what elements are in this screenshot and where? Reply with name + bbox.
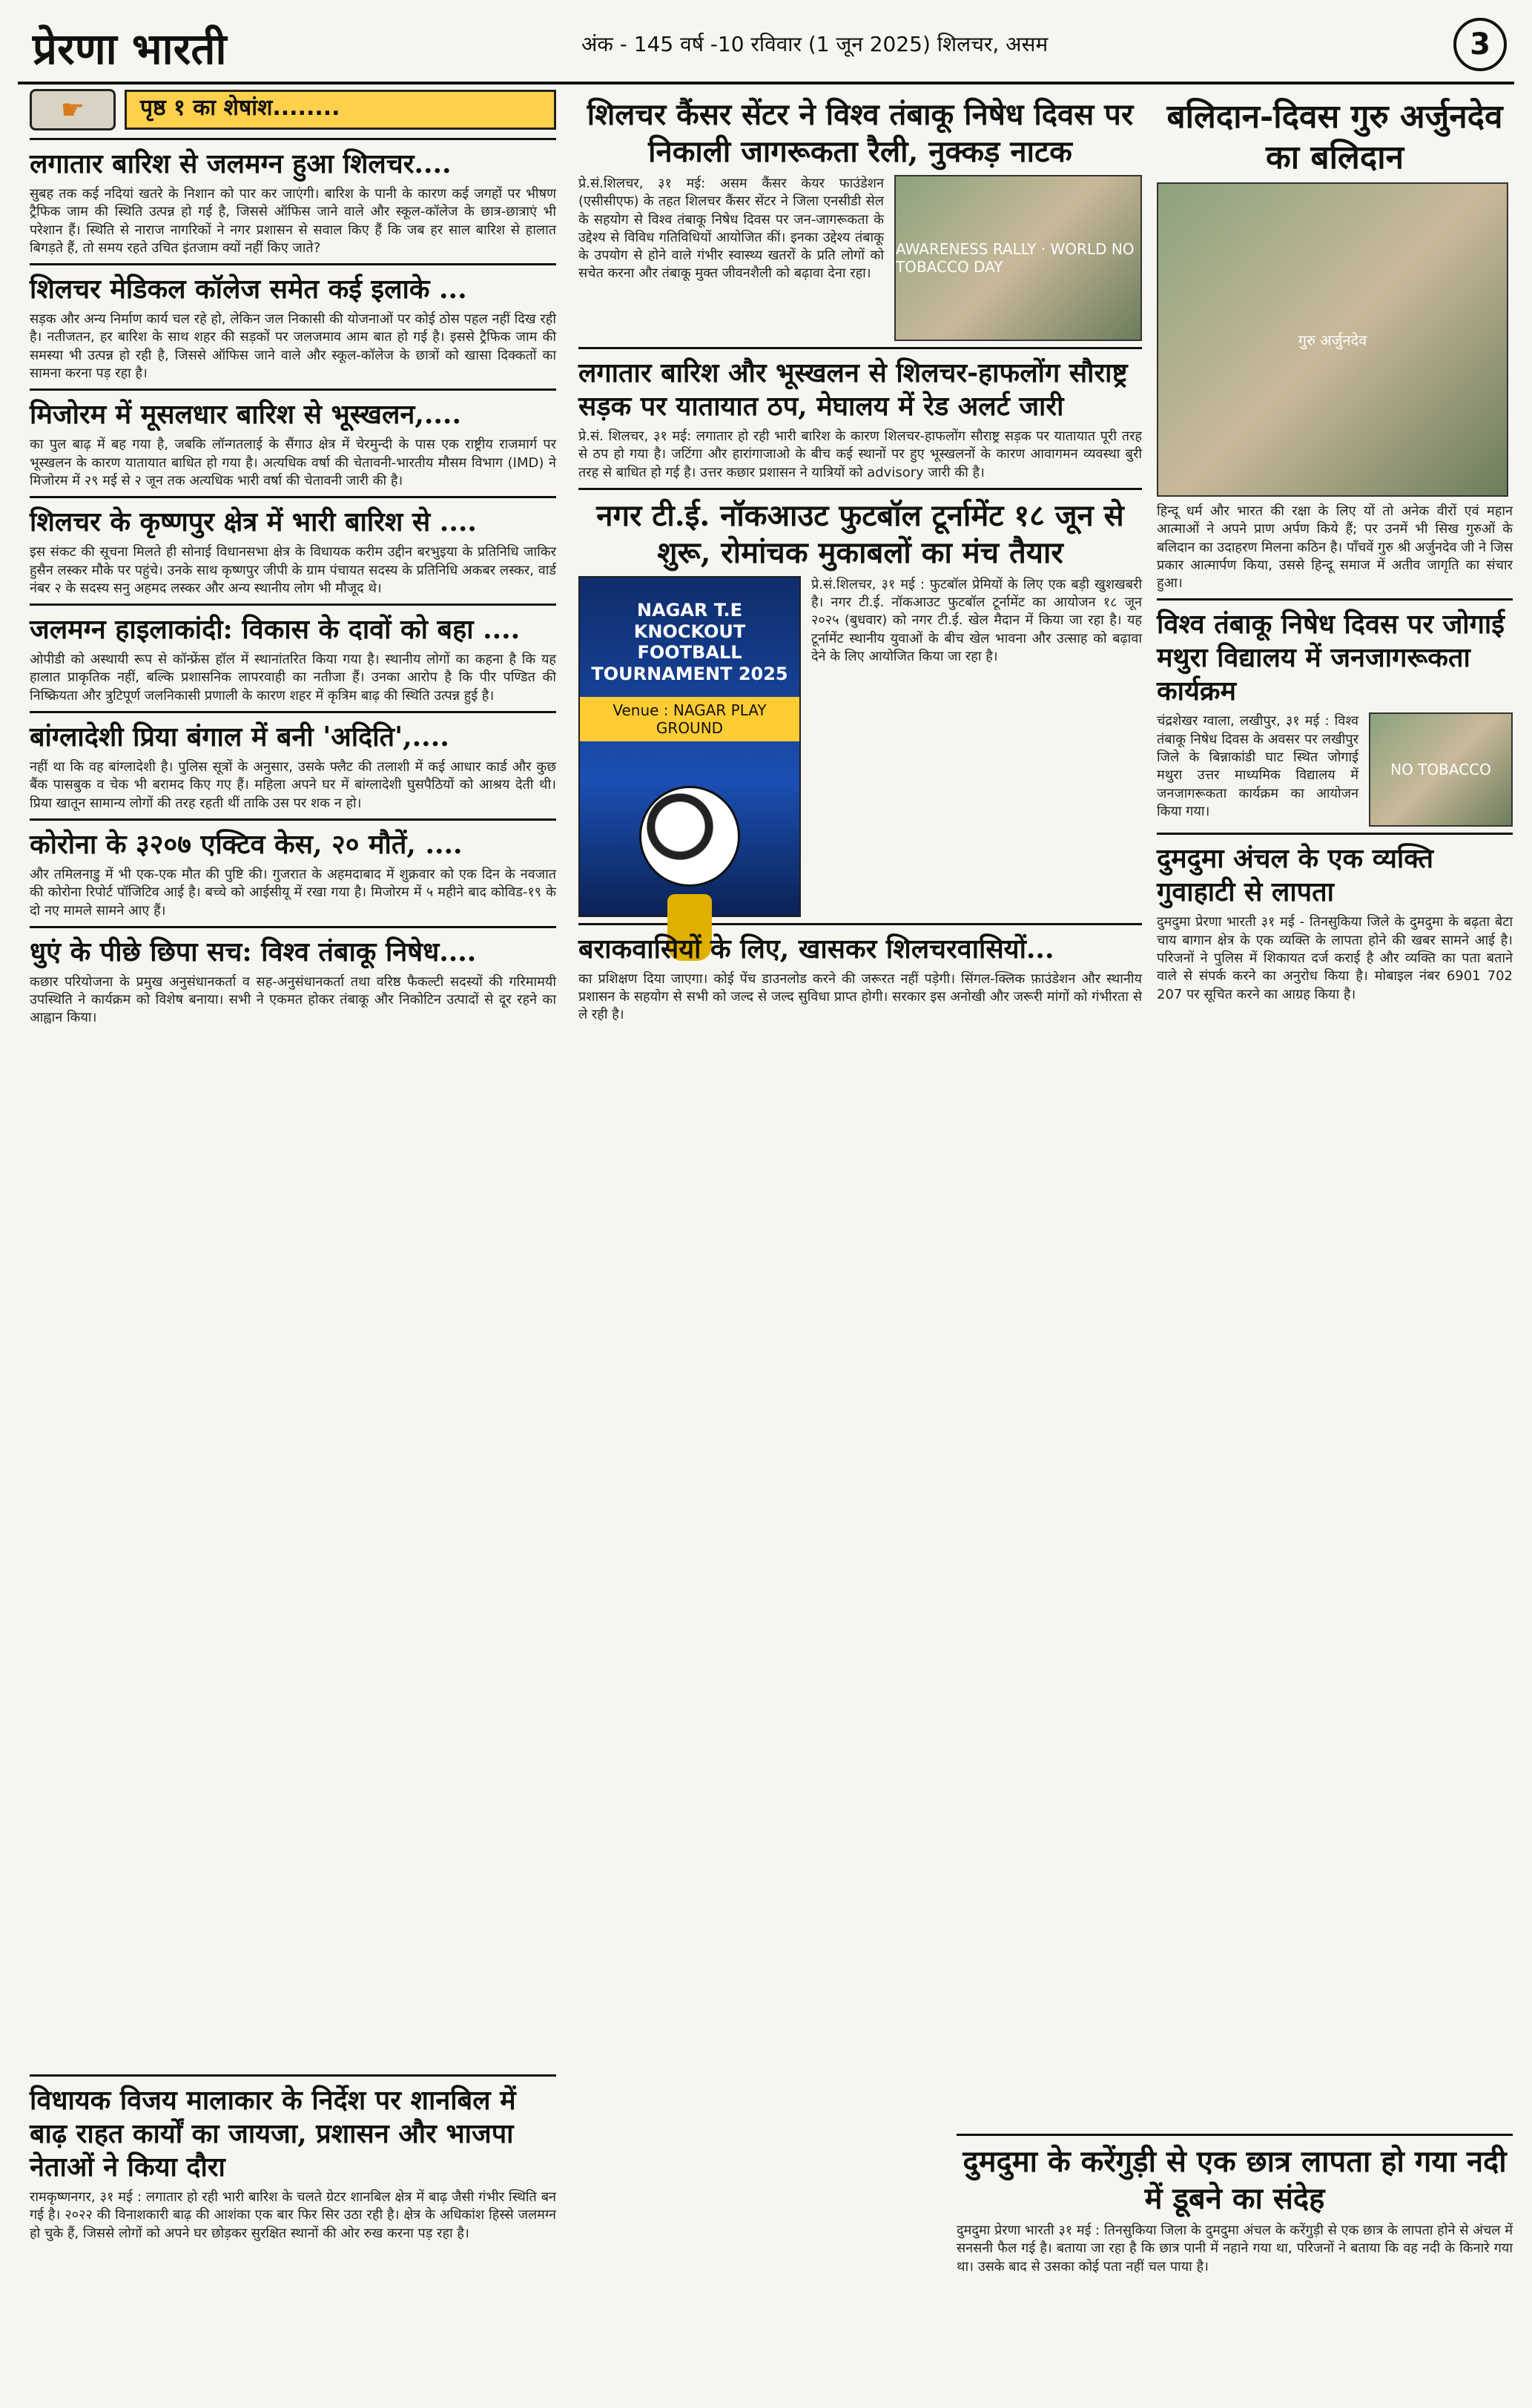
poster-venue: Venue : NAGAR PLAY GROUND	[580, 697, 799, 741]
rally-photo: AWARENESS RALLY · WORLD NO TOBACCO DAY	[894, 175, 1142, 341]
article	[1157, 833, 1513, 1003]
article-headline: धुएं के पीछे छिपा सच: विश्व तंबाकू निषेध....	[30, 936, 477, 968]
article-body: इस संकट की सूचना मिलते ही सोनाई विधानसभा क्षेत्र के विधायक करीम उद्दीन बरभुइया के प्रतिनिधि जाकिर हुसैन लस्कर मौके पर पहुंचे। उनके साथ कृष्णपुर जीपी के ग्राम पंचायत सदस्य के प्रतिनिधि अकबर लस्कर, वार्ड नंबर २ के सदस्य सनु अहमद लस्कर और अन्य स्थानीय लोग भी मौजूद थे।	[30, 544, 556, 596]
article	[30, 263, 556, 383]
article-headline: मिजोरम में मूसलधार बारिश से भूस्खलन,....	[30, 399, 461, 431]
article-body: का प्रशिक्षण दिया जाएगा। कोई पेंच डाउनलोड करने की जरूरत नहीं पड़ेगी। सिंगल-क्लिक फ़ाउंडेशन और स्थानीय प्रशासन के सहयोग से सभी को जल्द से जल्द सुविधा प्राप्त होगी। सरकार इस अनोखी और जरूरी मांगों को गंभीरता से ले रही है।	[578, 970, 1142, 1023]
article-headline: लगातार बारिश से जलमग्न हुआ शिलचर....	[30, 148, 452, 179]
continued-banner	[30, 89, 556, 130]
article	[957, 2134, 1513, 2276]
article-headline: शिलचर कैंसर सेंटर ने विश्व तंबाकू निषेध दिवस पर निकाली जागरूकता रैली, नुक्कड़ नाटक	[587, 97, 1134, 169]
article	[30, 926, 556, 1028]
poster-title: NAGAR T.E KNOCKOUT FOOTBALL TOURNAMENT 2025	[591, 599, 788, 685]
article-headline: विधायक विजय मालाकार के निर्देश पर शानबिल में बाढ़ राहत कार्यों का जायजा, प्रशासन और भाजपा नेताओं ने किया दौरा	[30, 2085, 516, 2183]
article-body: ओपीडी को अस्थायी रूप से कॉन्फ्रेंस हॉल में स्थानांतरित किया गया है। स्थानीय लोगों का कहना है कि यह हालात प्राकृतिक नहीं, बल्कि प्रशासनिक लापरवाही का नतीजा हैं। उनका आरोप है कि पीर पण्डित की निष्क्रियता और त्रुटिपूर्ण जलनिकासी प्रणाली के कारण शहर में कृत्रिम बाढ़ की स्थिति उत्पन्न हुई है।	[30, 652, 556, 704]
article-headline: बांग्लादेशी प्रिया बंगाल में बनी 'अदिति',....	[30, 721, 449, 753]
article-body: और तमिलनाडु में भी एक-एक मौत की पुष्टि की। गुजरात के अहमदाबाद में शुक्रवार को एक दिन के नवजात की कोरोना रिपोर्ट पॉजिटिव आई है। बच्चे को आईसीयू में रखा गया है। मिजोरम में ५ महीने बाद कोविड-१९ के दो नए मामले सामने आए हैं।	[30, 866, 556, 919]
newspaper-title: प्रेरणा भारती	[33, 24, 227, 74]
article	[30, 496, 556, 598]
article-body: चंद्रशेखर ग्वाला, लखीपुर, ३१ मई : विश्व तंबाकू निषेध दिवस के अवसर पर लखीपुर जिले के बिन्नाकांडी घाट स्थित जोगाई मथुरा उत्तर माध्यमिक विद्यालय में जनजागरूकता कार्यक्रम का आयोजन किया गया।	[1157, 713, 1358, 819]
article-headline: बराकवासियों के लिए, खासकर शिलचरवासियों...	[578, 933, 1054, 965]
article-headline: बलिदान-दिवस गुरु अर्जुनदेव का बलिदान	[1166, 98, 1503, 176]
football-icon	[639, 786, 740, 887]
article-body: नहीं था कि वह बांग्लादेशी है। पुलिस सूत्रों के अनुसार, उसके फ्लैट की तलाशी में कई आधार कार्ड और कुछ बैंक पासबुक व चेक भी बरामद किए गए हैं। महिला अपने घर में बांग्लादेशी घुसपैठियों को आश्रय देती थी। प्रिया खातून सामान्य लोगों की तरह रहती थीं ताकि उस पर शक न हो।	[30, 759, 556, 811]
article	[30, 711, 556, 813]
banner-label: पृष्ठ १ का शेषांश........	[125, 90, 556, 130]
pointing-hand-icon: ☛	[30, 89, 116, 130]
article	[1157, 89, 1513, 592]
article-headline: शिलचर मेडिकल कॉलेज समेत कई इलाके ...	[30, 274, 467, 305]
article-headline: नगर टी.ई. नॉकआउट फुटबॉल टूर्नामेंट १८ जून से शुरू, रोमांचक मुकाबलों का मंच तैयार	[596, 497, 1124, 570]
column-right	[1157, 89, 1513, 1004]
masthead	[18, 10, 1514, 85]
column-left	[30, 89, 556, 1028]
article	[578, 89, 1142, 341]
article	[1157, 598, 1513, 827]
article-headline: दुमदुमा अंचल के एक व्यक्ति गुवाहाटी से लापता	[1157, 843, 1434, 908]
article	[578, 923, 1142, 1025]
article	[30, 603, 556, 705]
article	[578, 488, 1142, 917]
article-body: हिन्दू धर्म और भारत की रक्षा के लिए यों तो अनेक वीरों एवं महान आत्माओं ने अपने प्राण अर्पण किये हैं; पर उनमें भी सिख गुरुओं के बलिदान का उदाहरण मिलना कठिन है। पाँचवें गुरु श्री अर्जुनदेव जी ने जिस प्रकार आत्मार्पण किया, उससे हिन्दू समाज में अतीव जागृति का संचार हुआ।	[1157, 503, 1513, 592]
article	[30, 2074, 556, 2243]
article-body: कछार परियोजना के प्रमुख अनुसंधानकर्ता व सह-अनुसंधानकर्ता तथा वरिष्ठ फैकल्टी सदस्यों की गरिमामयी उपस्थिति ने कार्यक्रम को विशेष बनाया। सभी ने एकमत होकर तंबाकू और निकोटिन उत्पादों से दूर रहने का आह्वान किया।	[30, 973, 556, 1026]
column-middle	[578, 89, 1142, 1025]
classroom-photo: NO TOBACCO	[1369, 712, 1513, 827]
article-body: प्रे.सं. शिलचर, ३१ मई: लगातार हो रही भारी बारिश के कारण शिलचर-हाफलोंग सौराष्ट्र सड़क पर यातायात पूरी तरह से ठप हो गया है। जटिंगा और हारांगाजाओ के बीच कई स्थानों पर हुए भूस्खलनों के कारण आवागमन व्यवस्था बुरी तरह से बाधित हो गई है। उत्तर कछार प्रशासन ने यात्रियों को advisory जारी की है।	[578, 429, 1142, 480]
article-body: दुमदुमा प्रेरणा भारती ३१ मई - तिनसुकिया जिले के दुमदुमा के बढ़ता बेटा चाय बागान क्षेत्र के एक व्यक्ति के लापता होने की खबर सामने आई है। परिजनों ने पुलिस में शिकायत दर्ज कराई है और व्यक्ति का पता बताने वाले से संपर्क करने का अनुरोध किया है। मोबाइल नंबर 6901 702 207 पर सूचित करने का आग्रह किया है।	[1157, 914, 1513, 1002]
article-headline: कोरोना के ३२०७ एक्टिव केस, २० मौतें, ....	[30, 828, 463, 860]
article-body: दुमदुमा प्रेरणा भारती ३१ मई : तिनसुकिया जिला के दुमदुमा अंचल के करेंगुड़ी से एक छात्र के लापता होने से अंचल में सनसनी फैल गई है। बताया जा रहा है कि छात्र पानी में नहाने गया था, परिजनों ने बताया कि वह नदी के किनारे गया था। उसके बाद से उसका कोई पता नहीं चल पाया है।	[957, 2223, 1513, 2275]
article-headline: जलमग्न हाइलाकांदी: विकास के दावों को बहा ....	[30, 614, 521, 646]
article-body: सुबह तक कई नदियां खतरे के निशान को पार कर जाएंगी। बारिश के पानी के कारण कई जगहों पर भीषण ट्रैफिक जाम की स्थिति उत्पन्न हो गई है, जिससे ऑफिस जाने वाले और स्कूल-कॉलेज के छात्र-छात्राएं भी परेशान हैं। स्थिति से नाराज नागरिकों ने नगर प्रशासन से सवाल किए हैं कि जब हर साल बारिश से हालात बिगड़ते हैं, तो समय रहते उचित इंतजाम क्यों नहीं किए जाते?	[30, 186, 556, 256]
page-number: 3	[1453, 18, 1507, 71]
article	[578, 347, 1142, 482]
article-headline: विश्व तंबाकू निषेध दिवस पर जोगाई मथुरा विद्यालय में जनजागरूकता कार्यक्रम	[1157, 609, 1505, 707]
article-body: का पुल बाढ़ में बह गया है, जबकि लॉन्गतलाई के सैंगाउ क्षेत्र में चेरमुन्दी के पास एक राष्ट्रीय राजमार्ग पर भूस्खलन के कारण यातायात बाधित हो गया है। अत्यधिक वर्षा की चेतावनी-भारतीय मौसम विभाग (IMD) ने मिजोरम में २९ मई से २ जून तक अत्यधिक भारी वर्षा की चेतावनी जारी की है।	[30, 437, 556, 489]
article-headline: लगातार बारिश और भूस्खलन से शिलचर-हाफलोंग सौराष्ट्र सड़क पर यातायात ठप, मेघालय में रेड अलर्ट जारी	[578, 357, 1128, 422]
tournament-poster	[578, 576, 801, 917]
issue-line: अंक - 145 वर्ष -10 रविवार (1 जून 2025) शिलचर, असम	[581, 32, 1049, 56]
article-body: रामकृष्णनगर, ३१ मई : लगातार हो रही भारी बारिश के चलते ग्रेटर शानबिल क्षेत्र में बाढ़ जैसी गंभीर स्थिति बन गई है। २०२२ की विनाशकारी बाढ़ की आशंका एक बार फिर सिर उठा रही है। क्षेत्र के अधिकांश हिस्से जलमग्न हो चुके हैं, जिससे लोगों को अपने घर छोड़कर सुरक्षित स्थानों की ओर रुख करना पड़ रहा है।	[30, 2189, 556, 2241]
article-body: प्रे.सं.शिलचर, ३१ मई : फुटबॉल प्रेमियों के लिए एक बड़ी खुशखबरी है। नगर टी.ई. नॉकआउट फुटबॉल टूर्नामेंट का आयोजन १८ जून २०२५ (बुधवार) को नगर टी.ई. खेल मैदान में किया जा रहा है। यह टूर्नामेंट स्थानीय युवाओं के बीच खेल भावना और उत्साह को बढ़ावा देने के लिए आयोजित किया जा रहा है।	[811, 576, 1142, 665]
article	[30, 138, 556, 257]
article-body: सड़क और अन्य निर्माण कार्य चल रहे हो, लेकिन जल निकासी की योजनाओं पर कोई ठोस पहल नहीं दिख रही है। नतीजतन, हर बारिश के साथ शहर की सड़कों पर जलजमाव आम बात हो गई है। इससे ट्रैफिक जाम की समस्या भी उत्पन्न हो रही है, जिससे ऑफिस जाने वाले और स्कूल-कॉलेज के छात्रों को खासा दिक्कतों का सामना करना पड़ रहा है।	[30, 311, 556, 382]
guru-painting: गुरु अर्जुनदेव	[1157, 182, 1508, 497]
article-body: प्रे.सं.शिलचर, ३१ मई: असम कैंसर केयर फाउंडेशन (एसीसीएफ) के तहत शिलचर कैंसर सेंटर ने जिला एनसीडी सेल के सहयोग से विश्व तंबाकू निषेध दिवस पर जन-जागरूकता के उद्देश्य से विविध गतिविधियों आयोजित कीं। इनका उद्देश्य तंबाकू के उपयोग से होने वाले गंभीर स्वास्थ्य खतरों के प्रति लोगों को सचेत करना और तंबाकू मुक्त जीवनशैली को बढ़ावा देना रहा।	[578, 176, 884, 282]
article	[30, 818, 556, 920]
article	[30, 388, 556, 490]
article-headline: दुमदुमा के करेंगुड़ी से एक छात्र लापता हो गया नदी में डूबने का संदेह	[963, 2144, 1507, 2216]
article-headline: शिलचर के कृष्णपुर क्षेत्र में भारी बारिश से ....	[30, 506, 477, 538]
